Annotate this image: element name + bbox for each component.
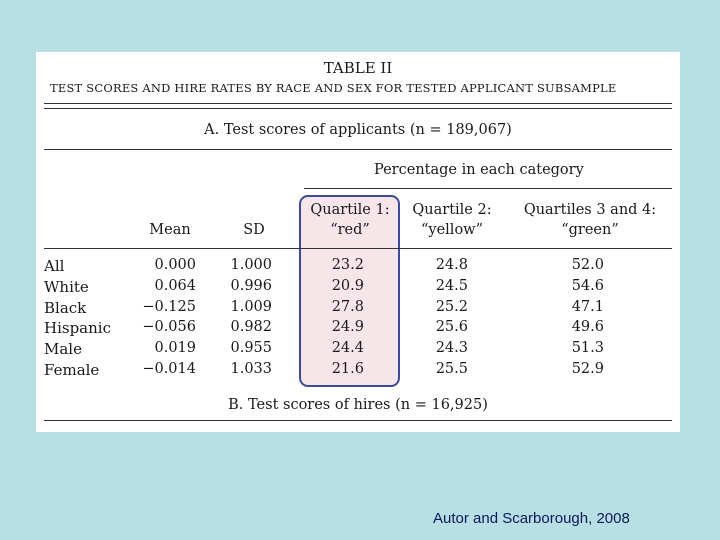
cell-mean: −0.056 xyxy=(142,319,196,336)
cell-q1: 20.9 xyxy=(331,277,364,294)
table-panel xyxy=(36,52,680,432)
cell-sd: 1.000 xyxy=(230,257,272,273)
cell-q2: 25.6 xyxy=(435,319,468,336)
cell-sd: 0.996 xyxy=(230,277,272,294)
cell-q34: 54.6 xyxy=(571,277,604,294)
cell-mean: −0.125 xyxy=(142,298,196,315)
cell-sd: 0.955 xyxy=(230,340,272,357)
cell-sd: 0.982 xyxy=(230,319,272,336)
panel-a-rule xyxy=(44,149,672,150)
cell-q1: 23.2 xyxy=(331,257,364,273)
percentage-header: Percentage in each category xyxy=(374,162,584,178)
cell-mean: 0.064 xyxy=(154,277,196,294)
col-q1-line2: “red” xyxy=(330,222,370,238)
col-q34-line1: Quartiles 3 and 4: xyxy=(523,202,657,218)
row-label: Female xyxy=(44,361,100,379)
percentage-rule xyxy=(304,188,672,189)
cell-q34: 51.3 xyxy=(571,340,604,357)
cell-mean: −0.014 xyxy=(142,361,196,377)
cell-q34: 47.1 xyxy=(571,298,604,315)
col-q2-line2: “yellow” xyxy=(420,222,483,238)
col-q1-line1: Quartile 1: xyxy=(310,202,390,218)
row-label: Hispanic xyxy=(44,319,111,338)
cell-mean: 0.019 xyxy=(154,340,196,357)
col-q2-line1: Quartile 2: xyxy=(412,202,492,218)
cell-q2: 24.8 xyxy=(435,257,468,273)
bottom-rule xyxy=(44,420,672,421)
table-subtitle: TEST SCORES AND HIRE RATES BY RACE AND SEX FOR TESTED APPLICANT SUBSAMPLE xyxy=(50,81,617,95)
cell-mean: 0.000 xyxy=(154,257,196,273)
cell-q1: 24.4 xyxy=(331,340,364,357)
top-rule-double xyxy=(44,108,672,109)
row-label: All xyxy=(44,257,65,275)
cell-sd: 1.009 xyxy=(230,298,272,315)
col-mean: Mean xyxy=(149,222,191,238)
row-label: Male xyxy=(44,340,82,359)
cell-q1: 27.8 xyxy=(331,298,364,315)
row-label: White xyxy=(44,277,89,296)
cell-q34: 52.0 xyxy=(571,257,604,273)
source-credit: Autor and Scarborough, 2008 xyxy=(433,510,630,527)
col-sd: SD xyxy=(243,222,265,238)
cell-q2: 25.2 xyxy=(435,298,468,315)
cell-q2: 24.3 xyxy=(435,340,468,357)
cell-q1: 21.6 xyxy=(331,361,364,377)
row-label: Black xyxy=(44,298,87,317)
col-q34-line2: “green” xyxy=(561,222,619,238)
cell-q34: 52.9 xyxy=(571,361,604,377)
panel-a-title: A. Test scores of applicants (n = 189,067) xyxy=(204,122,512,138)
table-title: TABLE II xyxy=(323,59,393,77)
panel-b-title: B. Test scores of hires (n = 16,925) xyxy=(228,397,488,413)
cell-q2: 24.5 xyxy=(435,277,468,294)
cell-q34: 49.6 xyxy=(571,319,604,336)
cell-q1: 24.9 xyxy=(331,319,364,336)
cell-q2: 25.5 xyxy=(435,361,468,377)
top-rule xyxy=(44,103,672,104)
cell-sd: 1.033 xyxy=(230,361,272,377)
header-rule xyxy=(44,248,672,249)
